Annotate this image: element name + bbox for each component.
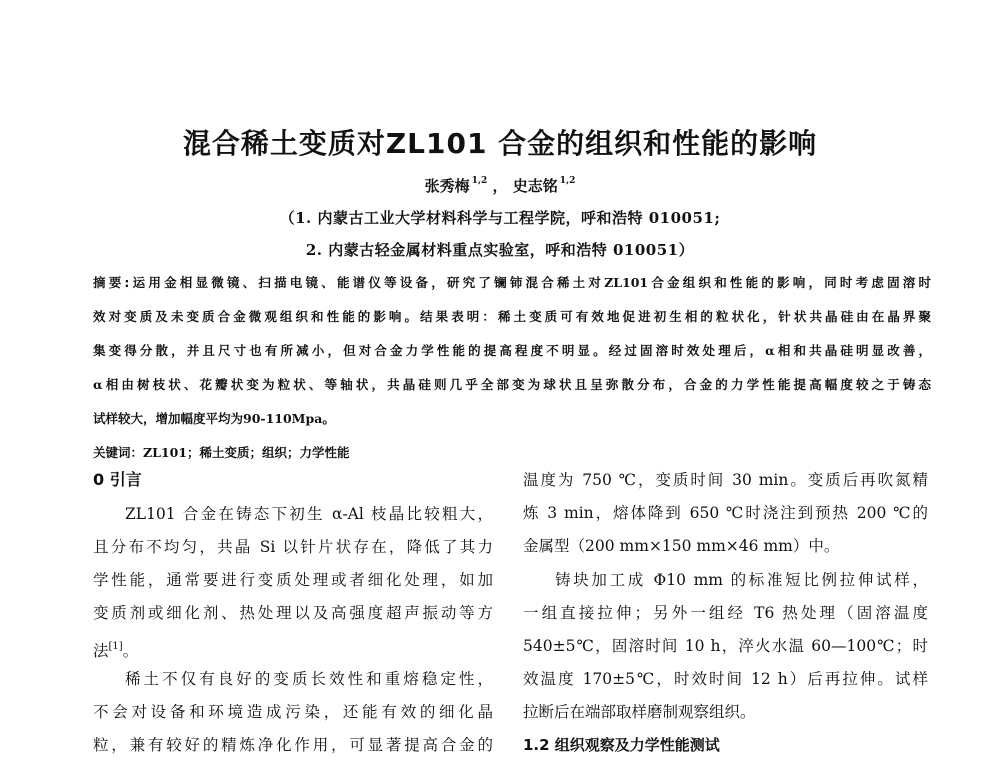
body-line: 变质剂或细化剂、热处理以及高强度超声振动等方 bbox=[93, 604, 493, 622]
keywords-label: 关键词： bbox=[93, 445, 144, 460]
body-line: 炼 3 min，熔体降到 650 ℃时浇注到预热 200 ℃的 bbox=[523, 504, 928, 522]
author-separator: ， bbox=[492, 177, 508, 195]
body-line: 粒，兼有较好的精炼净化作用，可显著提高合金的 bbox=[93, 736, 493, 754]
body-line: 效温度 170±5℃，时效时间 12 h）后再拉伸。试样 bbox=[523, 670, 928, 688]
citation-mark: [1] bbox=[108, 641, 123, 652]
abstract-text: 运用金相显微镜、扫描电镜、能谱仪等设备，研究了镧铈混合稀土对ZL101合金组织和性能的影响，同时考虑固溶时 bbox=[129, 275, 931, 290]
paper-title: 混合稀土变质对ZL101 合金的组织和性能的影响 bbox=[182, 127, 818, 160]
left-column bbox=[93, 0, 493, 760]
body-text: 。 bbox=[122, 642, 139, 660]
body-text: 法 bbox=[93, 642, 109, 660]
author-name: 张秀梅 bbox=[424, 177, 470, 195]
right-column bbox=[523, 0, 928, 760]
keywords-text: ZL101；稀土变质；组织；力学性能 bbox=[143, 445, 350, 460]
body-line: 一组直接拉伸；另外一组经 T6 热处理（固溶温度 bbox=[523, 604, 928, 622]
body-line: 铸块加工成 Φ10 mm 的标准短比例拉伸试样， bbox=[555, 571, 928, 589]
subsection-heading: 1.2 组织观察及力学性能测试 bbox=[523, 736, 720, 754]
body-line: 金属型（200 mm×150 mm×46 mm）中。 bbox=[523, 537, 840, 555]
abstract-line: α相由树枝状、花瓣状变为粒状、等轴状，共晶硅则几乎全部变为球状且呈弥散分布，合金的力学性能提高幅度较之于铸态 bbox=[93, 377, 931, 392]
author-affiliation-mark: 1,2 bbox=[471, 176, 488, 186]
body-line: 拉断后在端部取样磨制观察组织。 bbox=[523, 703, 756, 721]
author-affiliation-mark: 1,2 bbox=[559, 176, 576, 186]
abstract-line: 效对变质及未变质合金微观组织和性能的影响。结果表明：稀土变质可有效地促进初生相的粒状化，针状共晶硅由在晶界聚 bbox=[93, 309, 931, 324]
body-line: 温度为 750 ℃，变质时间 30 min。变质后再吹氮精 bbox=[523, 471, 928, 489]
abstract-line: 试样较大，增加幅度平均为90-110Mpa。 bbox=[93, 411, 335, 426]
author-name: 史志铭 bbox=[512, 177, 558, 195]
body-line: ZL101 合金在铸态下初生 α-Al 枝晶比较粗大， bbox=[125, 505, 493, 523]
body-line: 且分布不均匀，共晶 Si 以针片状存在，降低了其力 bbox=[93, 538, 493, 556]
abstract-line: 集变得分散，并且尺寸也有所减小，但对合金力学性能的提高程度不明显。经过固溶时效处理后，α相和共晶硅明显改善， bbox=[93, 343, 931, 358]
affiliation-1: （1. 内蒙古工业大学材料科学与工程学院，呼和浩特 010051; bbox=[279, 209, 721, 227]
body-line: 学性能，通常要进行变质处理或者细化处理，如加 bbox=[93, 571, 493, 589]
body-line: 540±5℃，固溶时间 10 h，淬火水温 60—100℃；时 bbox=[523, 637, 928, 655]
affiliation-2: 2. 内蒙古轻金属材料重点实验室，呼和浩特 010051） bbox=[305, 241, 695, 259]
body-line bbox=[93, 637, 138, 661]
body-line: 稀土不仅有良好的变质长效性和重熔稳定性， bbox=[125, 670, 493, 688]
abstract-label: 摘要: bbox=[93, 275, 130, 290]
body-line: 不会对设备和环境造成污染，还能有效的细化晶 bbox=[93, 703, 493, 721]
section-heading: 0 引言 bbox=[93, 470, 142, 489]
